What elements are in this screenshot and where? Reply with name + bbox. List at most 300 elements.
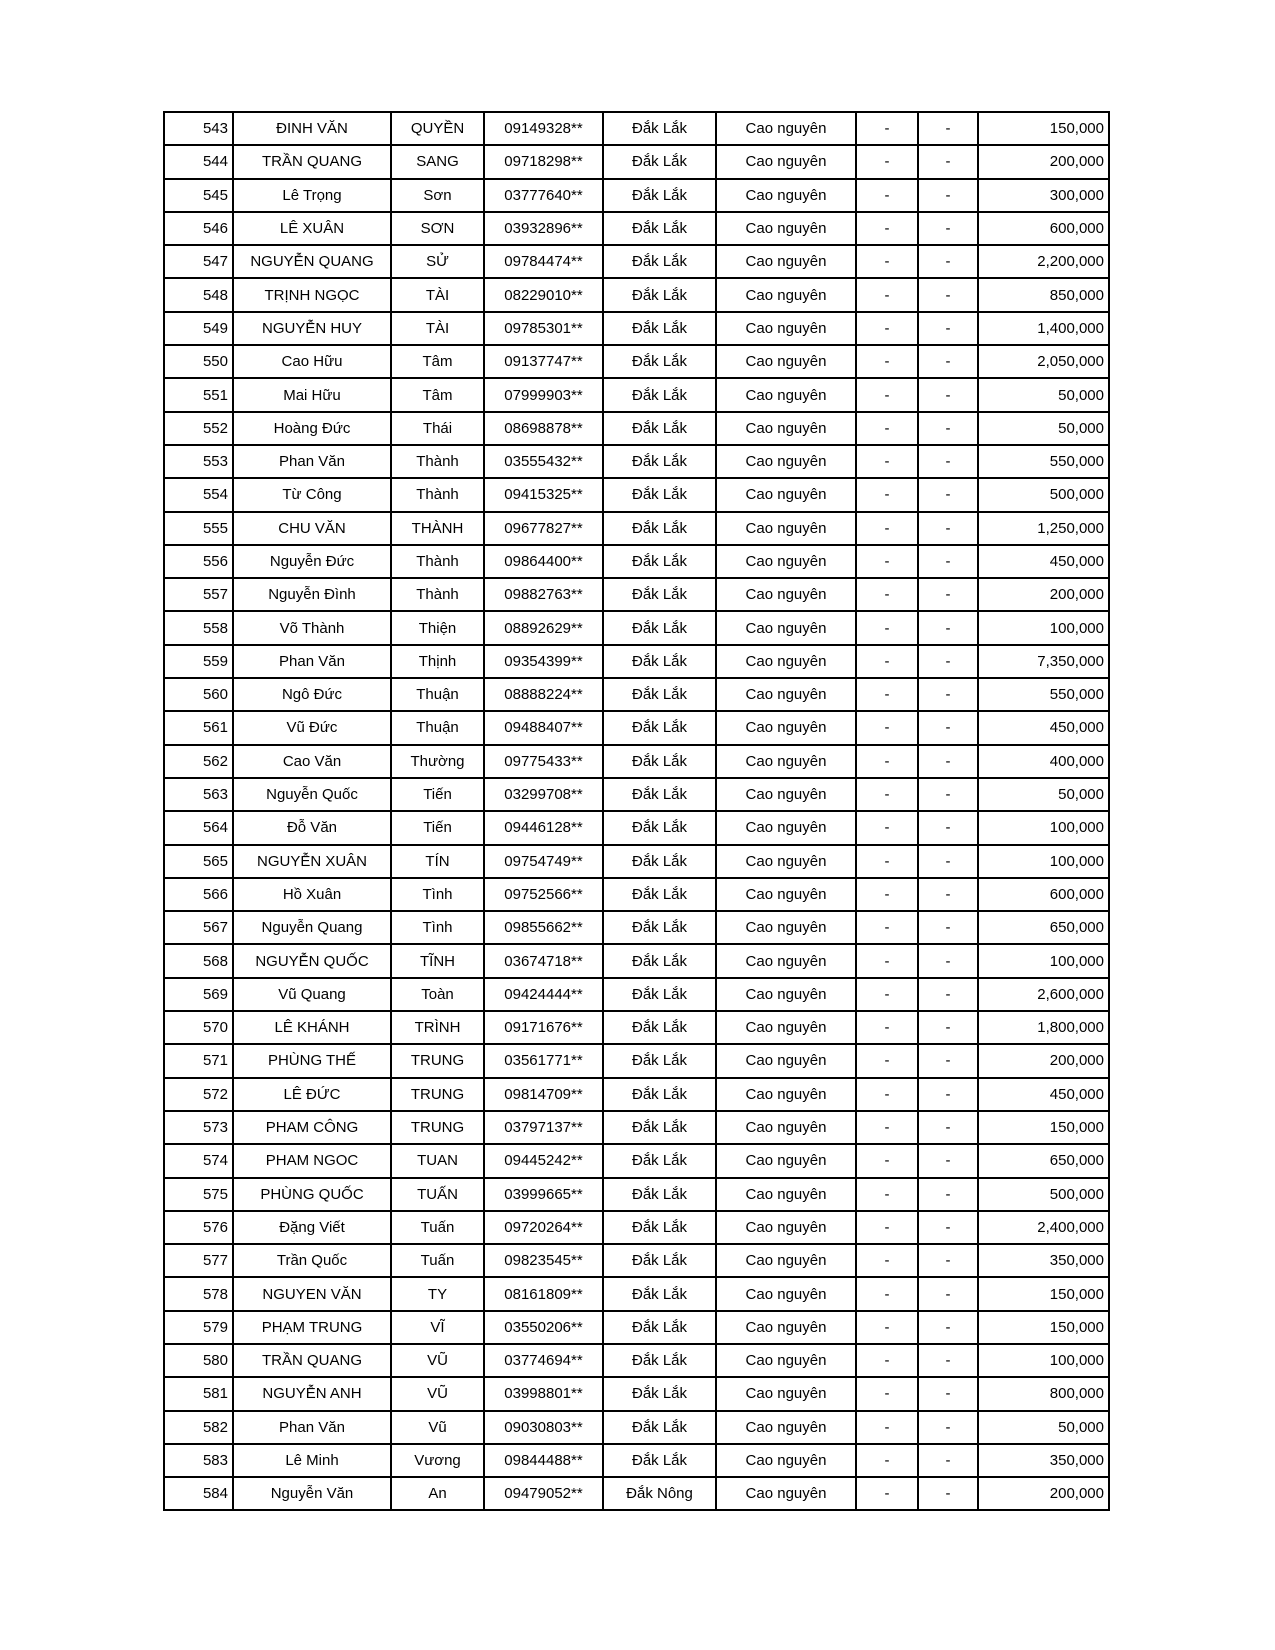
- dash-cell-1: -: [856, 845, 918, 878]
- dash-cell-1: -: [856, 179, 918, 212]
- province-cell: Đắk Lắk: [603, 845, 716, 878]
- row-number-cell: 580: [164, 1344, 233, 1377]
- dash-cell-2: -: [918, 944, 978, 977]
- table-row: [164, 412, 1109, 445]
- phone-masked-cell: 09446128**: [484, 811, 603, 844]
- row-number-cell: 569: [164, 978, 233, 1011]
- last-name-cell: TRẦN QUANG: [233, 1344, 391, 1377]
- dash-cell-2: -: [918, 1444, 978, 1477]
- row-number-cell: 574: [164, 1144, 233, 1177]
- province-cell: Đắk Lắk: [603, 345, 716, 378]
- province-cell: Đắk Lắk: [603, 179, 716, 212]
- region-cell: Cao nguyên: [716, 678, 856, 711]
- province-cell: Đắk Lắk: [603, 1144, 716, 1177]
- row-number-cell: 566: [164, 878, 233, 911]
- province-cell: Đắk Lắk: [603, 1444, 716, 1477]
- first-name-cell: Thành: [391, 578, 484, 611]
- row-number-cell: 544: [164, 145, 233, 178]
- amount-cell: 2,050,000: [978, 345, 1109, 378]
- table-row: [164, 378, 1109, 411]
- last-name-cell: TRỊNH NGỌC: [233, 278, 391, 311]
- amount-cell: 350,000: [978, 1244, 1109, 1277]
- last-name-cell: NGUYỄN QUANG: [233, 245, 391, 278]
- dash-cell-2: -: [918, 112, 978, 145]
- last-name-cell: Nguyễn Quốc: [233, 778, 391, 811]
- dash-cell-1: -: [856, 1044, 918, 1077]
- row-number-cell: 553: [164, 445, 233, 478]
- dash-cell-1: -: [856, 1244, 918, 1277]
- first-name-cell: TRUNG: [391, 1111, 484, 1144]
- amount-cell: 450,000: [978, 1078, 1109, 1111]
- region-cell: Cao nguyên: [716, 911, 856, 944]
- first-name-cell: Thịnh: [391, 645, 484, 678]
- amount-cell: 200,000: [978, 1477, 1109, 1510]
- province-cell: Đắk Lắk: [603, 711, 716, 744]
- dash-cell-2: -: [918, 678, 978, 711]
- dash-cell-1: -: [856, 1411, 918, 1444]
- amount-cell: 500,000: [978, 478, 1109, 511]
- region-cell: Cao nguyên: [716, 1211, 856, 1244]
- dash-cell-1: -: [856, 711, 918, 744]
- phone-masked-cell: 08229010**: [484, 278, 603, 311]
- province-cell: Đắk Lắk: [603, 378, 716, 411]
- phone-masked-cell: 03999665**: [484, 1178, 603, 1211]
- row-number-cell: 579: [164, 1311, 233, 1344]
- region-cell: Cao nguyên: [716, 378, 856, 411]
- row-number-cell: 555: [164, 512, 233, 545]
- province-cell: Đắk Lắk: [603, 578, 716, 611]
- table-row: [164, 445, 1109, 478]
- dash-cell-2: -: [918, 1244, 978, 1277]
- amount-cell: 100,000: [978, 845, 1109, 878]
- row-number-cell: 565: [164, 845, 233, 878]
- province-cell: Đắk Lắk: [603, 1078, 716, 1111]
- amount-cell: 100,000: [978, 811, 1109, 844]
- first-name-cell: Toàn: [391, 978, 484, 1011]
- row-number-cell: 568: [164, 944, 233, 977]
- dash-cell-2: -: [918, 1211, 978, 1244]
- province-cell: Đắk Lắk: [603, 944, 716, 977]
- table-row: [164, 878, 1109, 911]
- first-name-cell: TÀI: [391, 278, 484, 311]
- row-number-cell: 572: [164, 1078, 233, 1111]
- dash-cell-1: -: [856, 978, 918, 1011]
- table-row: [164, 245, 1109, 278]
- dash-cell-2: -: [918, 878, 978, 911]
- region-cell: Cao nguyên: [716, 345, 856, 378]
- first-name-cell: TRUNG: [391, 1078, 484, 1111]
- last-name-cell: Mai Hữu: [233, 378, 391, 411]
- first-name-cell: TRÌNH: [391, 1011, 484, 1044]
- first-name-cell: TUẤN: [391, 1178, 484, 1211]
- province-cell: Đắk Lắk: [603, 545, 716, 578]
- dash-cell-1: -: [856, 145, 918, 178]
- last-name-cell: Cao Văn: [233, 745, 391, 778]
- region-cell: Cao nguyên: [716, 1411, 856, 1444]
- table-row: [164, 1111, 1109, 1144]
- phone-masked-cell: 08698878**: [484, 412, 603, 445]
- last-name-cell: Võ Thành: [233, 611, 391, 644]
- region-cell: Cao nguyên: [716, 445, 856, 478]
- first-name-cell: TÀI: [391, 312, 484, 345]
- region-cell: Cao nguyên: [716, 1377, 856, 1410]
- region-cell: Cao nguyên: [716, 1078, 856, 1111]
- amount-cell: 1,400,000: [978, 312, 1109, 345]
- dash-cell-2: -: [918, 545, 978, 578]
- table-row: [164, 1078, 1109, 1111]
- row-number-cell: 563: [164, 778, 233, 811]
- row-number-cell: 584: [164, 1477, 233, 1510]
- dash-cell-1: -: [856, 212, 918, 245]
- amount-cell: 50,000: [978, 1411, 1109, 1444]
- row-number-cell: 567: [164, 911, 233, 944]
- province-cell: Đắk Lắk: [603, 478, 716, 511]
- dash-cell-1: -: [856, 1178, 918, 1211]
- table-row: [164, 1344, 1109, 1377]
- dash-cell-2: -: [918, 778, 978, 811]
- table-row: [164, 1277, 1109, 1310]
- row-number-cell: 551: [164, 378, 233, 411]
- row-number-cell: 557: [164, 578, 233, 611]
- last-name-cell: Nguyễn Văn: [233, 1477, 391, 1510]
- dash-cell-1: -: [856, 512, 918, 545]
- last-name-cell: PHAM NGOC: [233, 1144, 391, 1177]
- phone-masked-cell: 03797137**: [484, 1111, 603, 1144]
- phone-masked-cell: 09415325**: [484, 478, 603, 511]
- first-name-cell: Thành: [391, 445, 484, 478]
- first-name-cell: TY: [391, 1277, 484, 1310]
- dash-cell-1: -: [856, 645, 918, 678]
- dash-cell-2: -: [918, 1044, 978, 1077]
- last-name-cell: NGUYỄN QUỐC: [233, 944, 391, 977]
- amount-cell: 200,000: [978, 1044, 1109, 1077]
- province-cell: Đắk Lắk: [603, 512, 716, 545]
- province-cell: Đắk Lắk: [603, 1211, 716, 1244]
- province-cell: Đắk Lắk: [603, 278, 716, 311]
- dash-cell-1: -: [856, 245, 918, 278]
- dash-cell-2: -: [918, 445, 978, 478]
- amount-cell: 1,800,000: [978, 1011, 1109, 1044]
- province-cell: Đắk Lắk: [603, 1311, 716, 1344]
- province-cell: Đắk Lắk: [603, 878, 716, 911]
- row-number-cell: 546: [164, 212, 233, 245]
- phone-masked-cell: 09754749**: [484, 845, 603, 878]
- dash-cell-1: -: [856, 1477, 918, 1510]
- dash-cell-1: -: [856, 1211, 918, 1244]
- last-name-cell: Vũ Quang: [233, 978, 391, 1011]
- row-number-cell: 561: [164, 711, 233, 744]
- last-name-cell: Lê Minh: [233, 1444, 391, 1477]
- dash-cell-2: -: [918, 645, 978, 678]
- last-name-cell: Trần Quốc: [233, 1244, 391, 1277]
- dash-cell-2: -: [918, 711, 978, 744]
- phone-masked-cell: 08161809**: [484, 1277, 603, 1310]
- province-cell: Đắk Lắk: [603, 645, 716, 678]
- amount-cell: 850,000: [978, 278, 1109, 311]
- amount-cell: 450,000: [978, 711, 1109, 744]
- phone-masked-cell: 08892629**: [484, 611, 603, 644]
- first-name-cell: Tình: [391, 911, 484, 944]
- dash-cell-1: -: [856, 911, 918, 944]
- dash-cell-2: -: [918, 278, 978, 311]
- last-name-cell: Hồ Xuân: [233, 878, 391, 911]
- phone-masked-cell: 09137747**: [484, 345, 603, 378]
- amount-cell: 650,000: [978, 1144, 1109, 1177]
- amount-cell: 300,000: [978, 179, 1109, 212]
- dash-cell-1: -: [856, 745, 918, 778]
- dash-cell-1: -: [856, 1144, 918, 1177]
- table-row: [164, 1144, 1109, 1177]
- row-number-cell: 562: [164, 745, 233, 778]
- phone-masked-cell: 09354399**: [484, 645, 603, 678]
- dash-cell-1: -: [856, 412, 918, 445]
- row-number-cell: 554: [164, 478, 233, 511]
- province-cell: Đắk Lắk: [603, 112, 716, 145]
- table-row: [164, 312, 1109, 345]
- table-row: [164, 811, 1109, 844]
- last-name-cell: NGUYỄN HUY: [233, 312, 391, 345]
- first-name-cell: THÀNH: [391, 512, 484, 545]
- amount-cell: 150,000: [978, 1311, 1109, 1344]
- last-name-cell: Ngô Đức: [233, 678, 391, 711]
- table-row: [164, 179, 1109, 212]
- first-name-cell: Thuận: [391, 711, 484, 744]
- last-name-cell: Đỗ Văn: [233, 811, 391, 844]
- phone-masked-cell: 09784474**: [484, 245, 603, 278]
- first-name-cell: TÍN: [391, 845, 484, 878]
- phone-masked-cell: 09424444**: [484, 978, 603, 1011]
- first-name-cell: VĨ: [391, 1311, 484, 1344]
- table-row: [164, 778, 1109, 811]
- amount-cell: 50,000: [978, 412, 1109, 445]
- table-row: [164, 611, 1109, 644]
- row-number-cell: 582: [164, 1411, 233, 1444]
- amount-cell: 600,000: [978, 212, 1109, 245]
- amount-cell: 150,000: [978, 1111, 1109, 1144]
- dash-cell-1: -: [856, 878, 918, 911]
- last-name-cell: Nguyễn Đình: [233, 578, 391, 611]
- amount-cell: 150,000: [978, 112, 1109, 145]
- region-cell: Cao nguyên: [716, 1111, 856, 1144]
- dash-cell-2: -: [918, 845, 978, 878]
- phone-masked-cell: 09752566**: [484, 878, 603, 911]
- region-cell: Cao nguyên: [716, 978, 856, 1011]
- province-cell: Đắk Lắk: [603, 145, 716, 178]
- last-name-cell: LÊ ĐỨC: [233, 1078, 391, 1111]
- first-name-cell: Tình: [391, 878, 484, 911]
- dash-cell-1: -: [856, 478, 918, 511]
- dash-cell-1: -: [856, 345, 918, 378]
- table-row: [164, 678, 1109, 711]
- phone-masked-cell: 09171676**: [484, 1011, 603, 1044]
- dash-cell-2: -: [918, 412, 978, 445]
- first-name-cell: Tuấn: [391, 1244, 484, 1277]
- province-cell: Đắk Lắk: [603, 1178, 716, 1211]
- dash-cell-1: -: [856, 678, 918, 711]
- last-name-cell: NGUYỄN XUÂN: [233, 845, 391, 878]
- province-cell: Đắk Lắk: [603, 1411, 716, 1444]
- first-name-cell: Thành: [391, 545, 484, 578]
- phone-masked-cell: 09785301**: [484, 312, 603, 345]
- amount-cell: 2,400,000: [978, 1211, 1109, 1244]
- dash-cell-1: -: [856, 1277, 918, 1310]
- last-name-cell: PHÙNG THẾ: [233, 1044, 391, 1077]
- province-cell: Đắk Lắk: [603, 412, 716, 445]
- table-row: [164, 645, 1109, 678]
- phone-masked-cell: 03774694**: [484, 1344, 603, 1377]
- table-row: [164, 978, 1109, 1011]
- region-cell: Cao nguyên: [716, 179, 856, 212]
- row-number-cell: 581: [164, 1377, 233, 1410]
- dash-cell-2: -: [918, 1477, 978, 1510]
- row-number-cell: 547: [164, 245, 233, 278]
- dash-cell-1: -: [856, 944, 918, 977]
- table-row: [164, 212, 1109, 245]
- first-name-cell: Thuận: [391, 678, 484, 711]
- province-cell: Đắk Lắk: [603, 1277, 716, 1310]
- phone-masked-cell: 09677827**: [484, 512, 603, 545]
- last-name-cell: TRẦN QUANG: [233, 145, 391, 178]
- last-name-cell: Hoàng Đức: [233, 412, 391, 445]
- first-name-cell: SỬ: [391, 245, 484, 278]
- table-row: [164, 845, 1109, 878]
- first-name-cell: TĨNH: [391, 944, 484, 977]
- region-cell: Cao nguyên: [716, 944, 856, 977]
- region-cell: Cao nguyên: [716, 1311, 856, 1344]
- province-cell: Đắk Lắk: [603, 978, 716, 1011]
- last-name-cell: PHÙNG QUỐC: [233, 1178, 391, 1211]
- dash-cell-2: -: [918, 1344, 978, 1377]
- dash-cell-2: -: [918, 745, 978, 778]
- dash-cell-2: -: [918, 611, 978, 644]
- last-name-cell: Nguyễn Đức: [233, 545, 391, 578]
- table-row: [164, 478, 1109, 511]
- table-row: [164, 1411, 1109, 1444]
- first-name-cell: SANG: [391, 145, 484, 178]
- region-cell: Cao nguyên: [716, 145, 856, 178]
- phone-masked-cell: 03674718**: [484, 944, 603, 977]
- table-row: [164, 545, 1109, 578]
- first-name-cell: VŨ: [391, 1377, 484, 1410]
- dash-cell-2: -: [918, 1178, 978, 1211]
- dash-cell-1: -: [856, 778, 918, 811]
- province-cell: Đắk Lắk: [603, 745, 716, 778]
- last-name-cell: NGUYEN VĂN: [233, 1277, 391, 1310]
- table-row: [164, 711, 1109, 744]
- dash-cell-2: -: [918, 1111, 978, 1144]
- dash-cell-2: -: [918, 1411, 978, 1444]
- first-name-cell: Tiến: [391, 811, 484, 844]
- row-number-cell: 583: [164, 1444, 233, 1477]
- dash-cell-1: -: [856, 1444, 918, 1477]
- dash-cell-1: -: [856, 278, 918, 311]
- amount-cell: 550,000: [978, 445, 1109, 478]
- last-name-cell: CHU VĂN: [233, 512, 391, 545]
- phone-masked-cell: 09488407**: [484, 711, 603, 744]
- province-cell: Đắk Lắk: [603, 1244, 716, 1277]
- region-cell: Cao nguyên: [716, 645, 856, 678]
- phone-masked-cell: 03555432**: [484, 445, 603, 478]
- region-cell: Cao nguyên: [716, 545, 856, 578]
- province-cell: Đắk Lắk: [603, 1111, 716, 1144]
- table-row: [164, 1377, 1109, 1410]
- region-cell: Cao nguyên: [716, 845, 856, 878]
- dash-cell-1: -: [856, 1377, 918, 1410]
- dash-cell-2: -: [918, 345, 978, 378]
- dash-cell-1: -: [856, 611, 918, 644]
- phone-masked-cell: 09030803**: [484, 1411, 603, 1444]
- region-cell: Cao nguyên: [716, 1477, 856, 1510]
- dash-cell-1: -: [856, 811, 918, 844]
- row-number-cell: 552: [164, 412, 233, 445]
- dash-cell-1: -: [856, 378, 918, 411]
- dash-cell-1: -: [856, 545, 918, 578]
- last-name-cell: Từ Công: [233, 478, 391, 511]
- row-number-cell: 550: [164, 345, 233, 378]
- table-row: [164, 1477, 1109, 1510]
- last-name-cell: Nguyễn Quang: [233, 911, 391, 944]
- region-cell: Cao nguyên: [716, 1011, 856, 1044]
- phone-masked-cell: 09864400**: [484, 545, 603, 578]
- last-name-cell: PHAM CÔNG: [233, 1111, 391, 1144]
- phone-masked-cell: 03550206**: [484, 1311, 603, 1344]
- table-row: [164, 512, 1109, 545]
- last-name-cell: NGUYỄN ANH: [233, 1377, 391, 1410]
- first-name-cell: VŨ: [391, 1344, 484, 1377]
- first-name-cell: Tuấn: [391, 1211, 484, 1244]
- table-row: [164, 1178, 1109, 1211]
- province-cell: Đắk Lắk: [603, 911, 716, 944]
- table-row: [164, 1444, 1109, 1477]
- first-name-cell: Tâm: [391, 345, 484, 378]
- province-cell: Đắk Lắk: [603, 1044, 716, 1077]
- row-number-cell: 559: [164, 645, 233, 678]
- province-cell: Đắk Nông: [603, 1477, 716, 1510]
- region-cell: Cao nguyên: [716, 1444, 856, 1477]
- phone-masked-cell: 08888224**: [484, 678, 603, 711]
- amount-cell: 2,200,000: [978, 245, 1109, 278]
- dash-cell-1: -: [856, 1111, 918, 1144]
- last-name-cell: Lê Trọng: [233, 179, 391, 212]
- amount-cell: 500,000: [978, 1178, 1109, 1211]
- last-name-cell: Vũ Đức: [233, 711, 391, 744]
- row-number-cell: 576: [164, 1211, 233, 1244]
- last-name-cell: Phan Văn: [233, 645, 391, 678]
- amount-cell: 200,000: [978, 578, 1109, 611]
- province-cell: Đắk Lắk: [603, 245, 716, 278]
- row-number-cell: 575: [164, 1178, 233, 1211]
- phone-masked-cell: 09823545**: [484, 1244, 603, 1277]
- province-cell: Đắk Lắk: [603, 1344, 716, 1377]
- first-name-cell: Tiến: [391, 778, 484, 811]
- dash-cell-1: -: [856, 1344, 918, 1377]
- last-name-cell: PHẠM TRUNG: [233, 1311, 391, 1344]
- region-cell: Cao nguyên: [716, 711, 856, 744]
- dash-cell-1: -: [856, 312, 918, 345]
- region-cell: Cao nguyên: [716, 278, 856, 311]
- province-cell: Đắk Lắk: [603, 1377, 716, 1410]
- row-number-cell: 558: [164, 611, 233, 644]
- last-name-cell: Phan Văn: [233, 445, 391, 478]
- region-cell: Cao nguyên: [716, 878, 856, 911]
- phone-masked-cell: 09855662**: [484, 911, 603, 944]
- amount-cell: 50,000: [978, 378, 1109, 411]
- dash-cell-2: -: [918, 512, 978, 545]
- amount-cell: 100,000: [978, 944, 1109, 977]
- dash-cell-2: -: [918, 578, 978, 611]
- row-number-cell: 560: [164, 678, 233, 711]
- first-name-cell: SƠN: [391, 212, 484, 245]
